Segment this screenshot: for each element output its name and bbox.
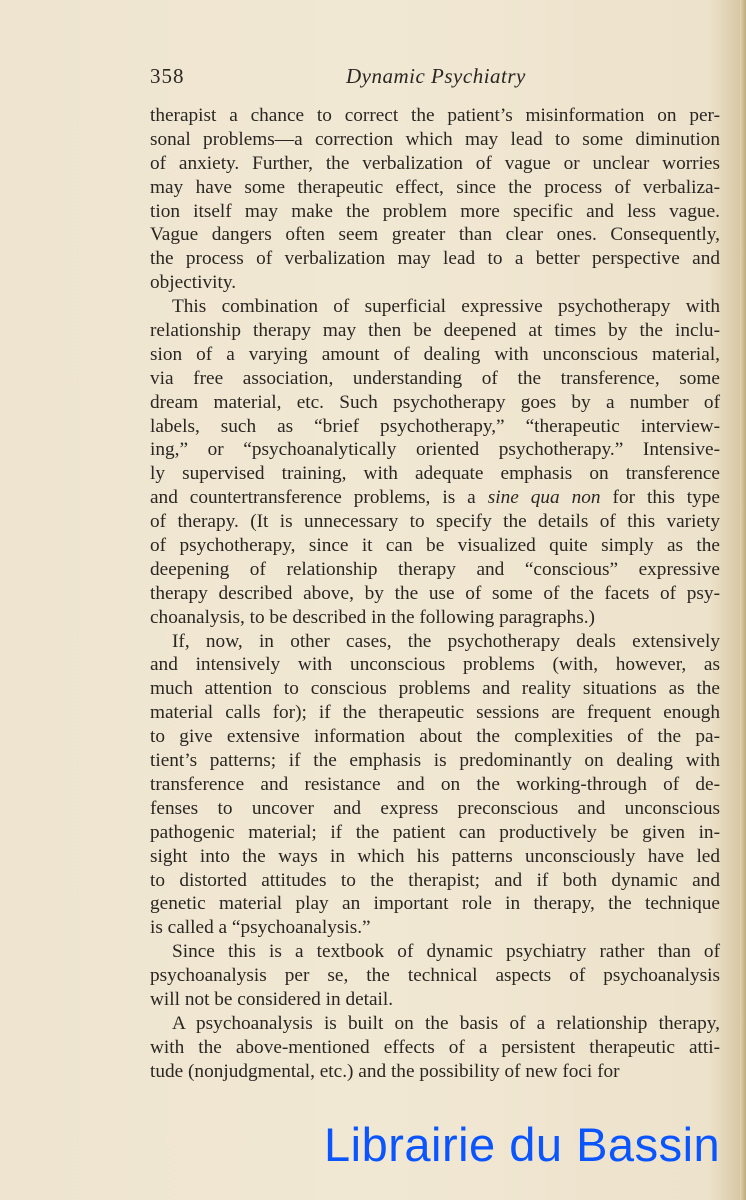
text-line: material calls for); if the therapeutic sessions are frequent enough [150,702,720,724]
text-line: sight into the ways in which his patterns unconsciously have led [150,845,720,867]
text-line: may have some therapeutic effect, since the process of verbaliza- [150,176,720,198]
text-line: tion itself may make the problem more specific and less vague. [150,200,720,222]
page-number: 358 [150,64,185,88]
page-header [150,64,720,94]
text-line: to distorted attitudes to the therapist; and if both dynamic and [150,869,720,891]
text-line: If, now, in other cases, the psychotherapy deals extensively [172,630,720,652]
text-line: with the above-mentioned effects of a persistent therapeutic atti- [150,1036,720,1058]
text-line: relationship therapy may then be deepened at times by the inclu- [150,320,720,342]
text-line: deepening of relationship therapy and “conscious” expressive [150,558,720,580]
text-line: choanalysis, to be described in the following paragraphs.) [150,606,595,628]
text-line: dream material, etc. Such psychotherapy goes by a number of [150,391,720,413]
body-text [150,104,720,1084]
text-line: of anxiety. Further, the verbalization of vague or unclear worries [150,152,720,174]
paragraph [150,104,720,295]
text-line: Vague dangers often seem greater than clear ones. Consequently, [150,224,720,246]
page-edge [740,0,746,1200]
text-line: and countertransference problems, is a sine qua non for this type [150,487,720,509]
text-line: ing,” or “psychoanalytically oriented psychotherapy.” Intensive- [150,439,720,461]
paragraph [150,630,720,941]
text-line: tient’s patterns; if the emphasis is predominantly on dealing with [150,750,720,772]
text-line: of psychotherapy, since it can be visualized quite simply as the [150,535,720,557]
text-line: sonal problems—a correction which may lead to some diminution [150,128,720,150]
text-line: sion of a varying amount of dealing with unconscious material, [150,343,720,365]
text-line: genetic material play an important role in therapy, the technique [150,893,720,915]
text-line: to give extensive information about the complexities of the pa- [150,726,720,748]
text-line: pathogenic material; if the patient can productively be given in- [150,821,720,843]
text-line: This combination of superficial expressive psychotherapy with [172,296,720,318]
text-line: much attention to conscious problems and reality situations as the [150,678,720,700]
text-line: Since this is a textbook of dynamic psychiatry rather than of [172,941,720,963]
watermark: Librairie du Bassin [324,1118,721,1171]
text-line: objectivity. [150,272,237,294]
paragraph [150,940,720,1012]
running-title: Dynamic Psychiatry [346,64,526,88]
text-line: is called a “psychoanalysis.” [150,917,371,939]
text-line: and intensively with unconscious problems (with, however, as [150,654,720,676]
text-line: A psychoanalysis is built on the basis of a relationship therapy, [172,1012,720,1034]
text-line: therapist a chance to correct the patient’s misinformation on per- [150,105,720,126]
text-line: psychoanalysis per se, the technical aspects of psychoanalysis [150,965,720,987]
text-line: ly supervised training, with adequate emphasis on transference [150,463,720,485]
text-line: transference and resistance and on the working-through of de- [150,773,720,795]
paragraph [150,1012,720,1084]
text-line: labels, such as “brief psychotherapy,” “therapeutic interview- [150,415,720,437]
text-line: fenses to uncover and express preconscious and unconscious [150,797,720,819]
text-line: of therapy. (It is unnecessary to specify the details of this variety [150,511,720,533]
text-line: tude (nonjudgmental, etc.) and the possibility of new foci for [150,1060,620,1082]
text-line: will not be considered in detail. [150,988,394,1010]
text-line: the process of verbalization may lead to a better perspective and [150,248,720,270]
text-line: therapy described above, by the use of some of the facets of psy- [150,582,720,604]
paragraph [150,295,720,629]
text-line: via free association, understanding of the transference, some [150,367,720,389]
